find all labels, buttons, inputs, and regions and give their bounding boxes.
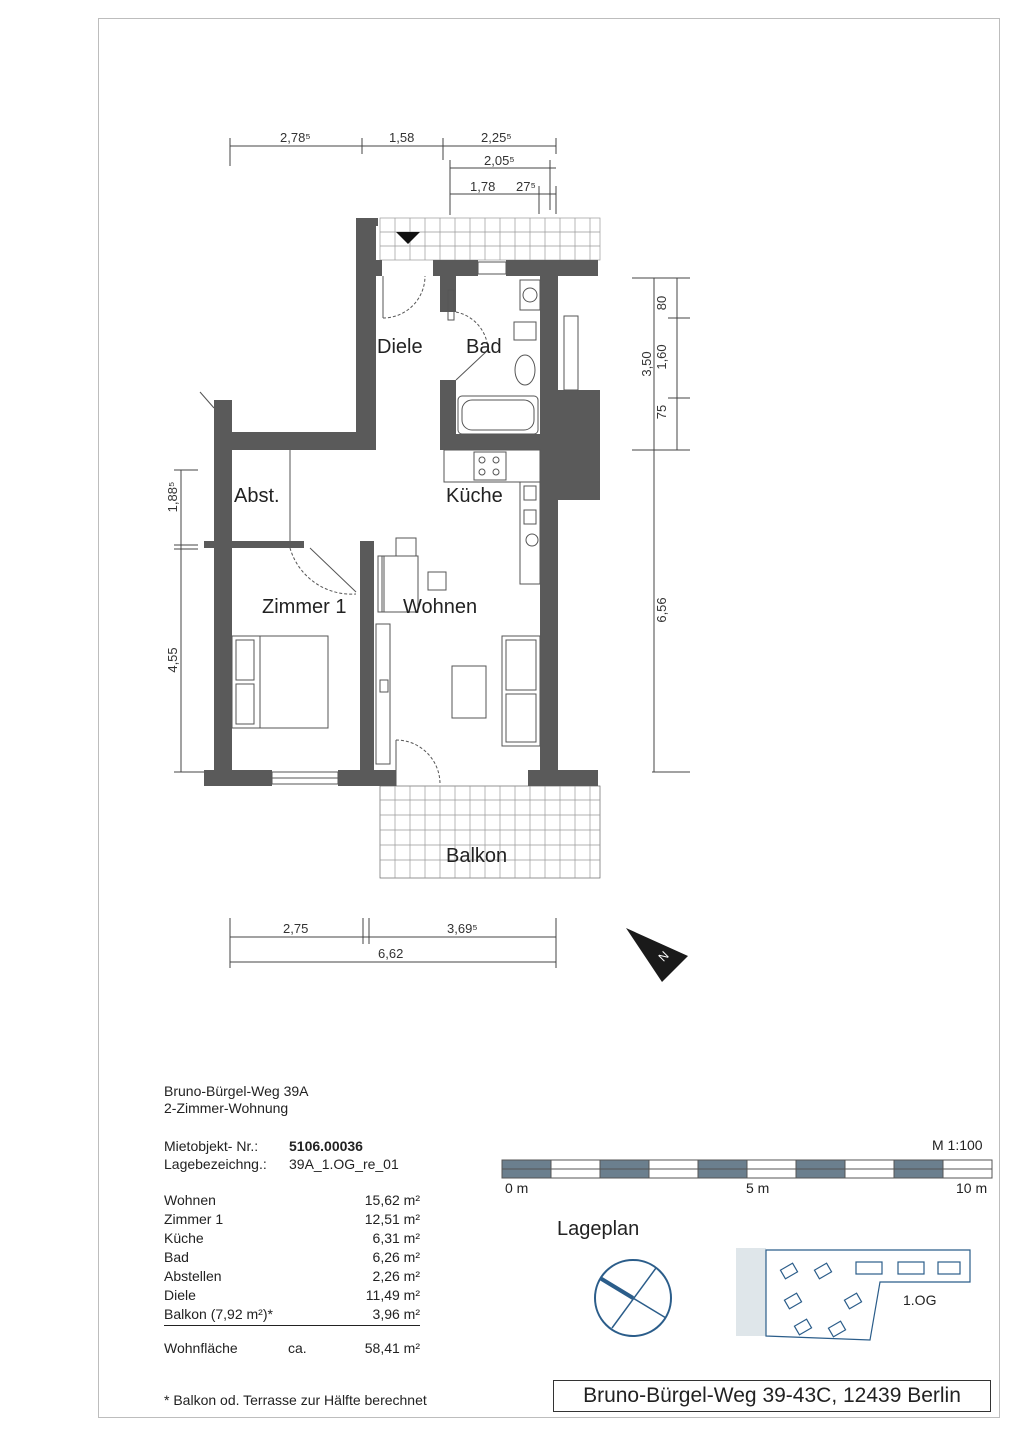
area-name: Balkon (7,92 m²)* <box>164 1306 273 1322</box>
dim-right-1: 80 <box>654 295 669 311</box>
north-arrow-icon <box>626 928 688 982</box>
scale-tick-10: 10 m <box>956 1180 988 1196</box>
north-label: N <box>655 948 672 965</box>
total-approx: ca. <box>288 1340 307 1356</box>
area-name: Abstellen <box>164 1268 222 1284</box>
dim-bottom-2: 3,69⁵ <box>447 921 478 936</box>
area-row <box>164 1268 420 1287</box>
dim-top-3: 2,25⁵ <box>481 130 512 145</box>
area-value: 12,51 m² <box>364 1211 420 1227</box>
area-table <box>164 1192 420 1359</box>
area-name: Wohnen <box>164 1192 216 1208</box>
area-name: Zimmer 1 <box>164 1211 224 1227</box>
area-value: 3,96 m² <box>372 1306 420 1322</box>
entry-arrow-icon <box>396 232 420 244</box>
dim-right-4: 75 <box>654 404 669 420</box>
area-row <box>164 1249 420 1268</box>
area-row <box>164 1211 420 1230</box>
area-value: 6,26 m² <box>372 1249 420 1265</box>
dim-top-4: 2,05⁵ <box>484 153 515 168</box>
area-value: 2,26 m² <box>372 1268 420 1284</box>
dim-right-2: 3,50 <box>639 351 654 377</box>
dim-top-1: 2,78⁵ <box>280 130 311 145</box>
footnote: * Balkon od. Terrasse zur Hälfte berechnet <box>164 1392 427 1408</box>
area-value: 11,49 m² <box>365 1287 420 1303</box>
site-plan-title: Lageplan <box>557 1218 640 1240</box>
address-box: Bruno-Bürgel-Weg 39-43C, 12439 Berlin <box>553 1380 991 1412</box>
scale-label: M 1:100 <box>932 1137 983 1153</box>
dim-right-5: 6,56 <box>654 597 669 623</box>
location-label: Lagebezeichng.: <box>164 1156 267 1172</box>
site-compass-icon <box>595 1260 671 1336</box>
kitchen-fixtures <box>444 450 540 584</box>
area-row <box>164 1287 420 1306</box>
room-label-bad: Bad <box>466 336 502 358</box>
area-row <box>164 1230 420 1249</box>
room-label-zimmer1: Zimmer 1 <box>262 596 347 618</box>
total-label: Wohnfläche <box>164 1340 238 1356</box>
dimension-lines-left <box>174 470 214 772</box>
location-value: 39A_1.OG_re_01 <box>289 1156 399 1172</box>
scale-bar <box>502 1160 992 1178</box>
area-value: 15,62 m² <box>364 1192 420 1208</box>
total-row <box>164 1340 420 1359</box>
room-label-kueche: Küche <box>446 485 503 507</box>
parapet <box>356 218 378 226</box>
dim-right-3: 1,60 <box>654 344 669 370</box>
apartment-type: 2-Zimmer-Wohnung <box>164 1100 289 1116</box>
scale-tick-0: 0 m <box>505 1180 529 1196</box>
room-label-wohnen: Wohnen <box>403 596 478 618</box>
area-value: 6,31 m² <box>372 1230 420 1246</box>
room-label-abst: Abst. <box>234 485 280 507</box>
dimension-lines-top <box>230 138 556 215</box>
dim-top-6: 27⁵ <box>516 179 536 194</box>
site-plan-floor: 1.OG <box>903 1292 937 1308</box>
dim-left-2: 4,55 <box>165 647 180 673</box>
dim-left-1: 1,88⁵ <box>165 481 180 513</box>
dim-top-5: 1,78 <box>470 179 496 194</box>
address-line: Bruno-Bürgel-Weg 39A <box>164 1083 309 1099</box>
dim-top-2: 1,58 <box>389 130 415 145</box>
area-name: Küche <box>164 1230 204 1246</box>
room-label-balkon: Balkon <box>446 845 508 867</box>
dim-bottom-1: 2,75 <box>283 921 309 936</box>
area-row <box>164 1192 420 1211</box>
scale-tick-5: 5 m <box>746 1180 770 1196</box>
object-number: 5106.00036 <box>289 1138 363 1154</box>
dim-bottom-3: 6,62 <box>378 946 404 961</box>
furniture <box>232 538 540 764</box>
area-row <box>164 1306 420 1326</box>
area-name: Diele <box>164 1287 196 1303</box>
doors <box>200 276 488 786</box>
room-label-diele: Diele <box>377 336 423 358</box>
total-value: 58,41 m² <box>364 1340 420 1356</box>
object-number-label: Mietobjekt- Nr.: <box>164 1138 259 1154</box>
area-name: Bad <box>164 1249 189 1265</box>
